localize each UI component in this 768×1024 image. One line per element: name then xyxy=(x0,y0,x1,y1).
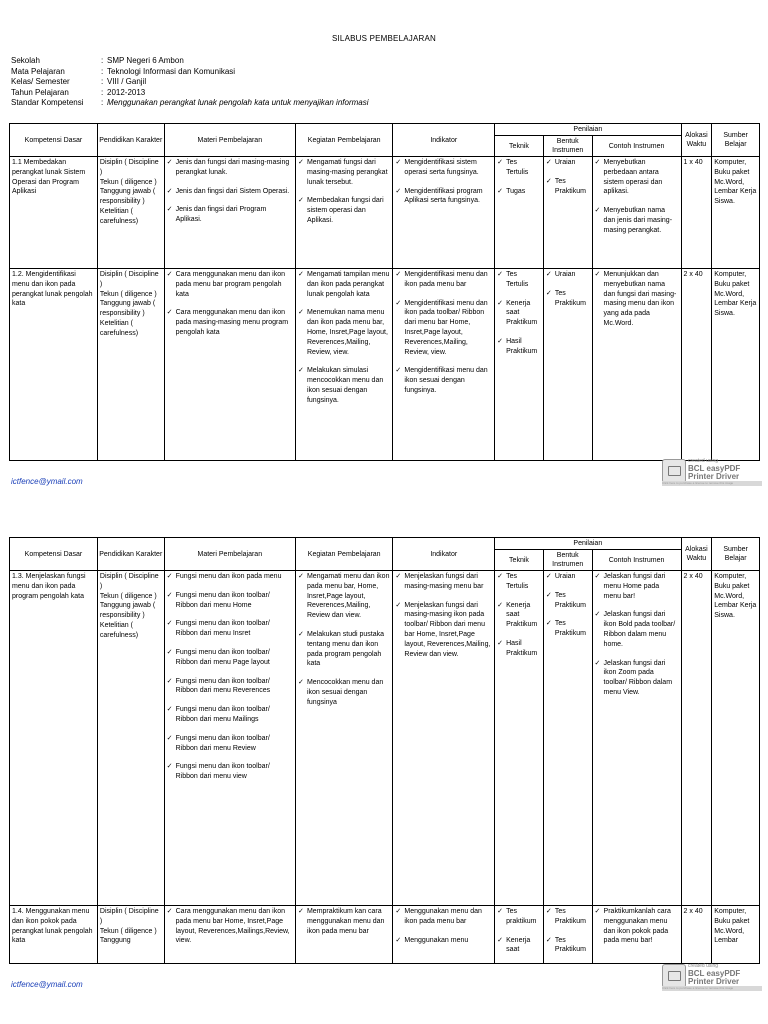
column-alokasi: Alokasi Waktu xyxy=(681,538,712,571)
check-icon: ✓ xyxy=(166,206,173,214)
kegiatan-text: Membedakan fungsi dari sistem operasi dan Aplikasi. xyxy=(306,197,384,224)
bentuk-cell xyxy=(543,571,592,906)
karakter-item: Tanggung xyxy=(99,937,131,945)
contoh-cell xyxy=(592,269,681,461)
sumber-cell: Komputer, Buku paket Mc.Word, Lembar Kerja Siswa. xyxy=(712,571,760,906)
check-icon: ✓ xyxy=(497,601,503,609)
kegiatan-text: Mempraktikum kan cara menggunakan menu dan ikon pada menu bar xyxy=(306,908,385,935)
column-alokasi: Alokasi Waktu xyxy=(681,124,712,157)
column-penilaian: Penilaian xyxy=(495,538,681,550)
teknik-item xyxy=(497,270,541,290)
header-value: Teknologi Informasi dan Komunikasi xyxy=(107,66,236,76)
column-karakter: Pendidikan Karakter xyxy=(97,538,164,571)
check-icon: ✓ xyxy=(545,936,552,944)
kegiatan-cell xyxy=(295,906,392,964)
materi-item xyxy=(167,734,293,754)
kegiatan-item xyxy=(298,678,390,707)
column-bentuk: Bentuk Instrumen xyxy=(543,550,592,571)
bentuk-item xyxy=(546,158,590,168)
watermark-line-4: Click here to purchase a license to remove this image xyxy=(662,986,762,991)
bentuk-item xyxy=(546,936,590,956)
contoh-text: Jelaskan fungsi dari ikon Bold pada toolbar/ Ribbon dalam menu home. xyxy=(603,611,676,648)
column-materi: Materi Pembelajaran xyxy=(164,538,295,571)
teknik-text: Hasil Praktikum xyxy=(506,639,538,657)
kegiatan-item xyxy=(298,158,390,187)
materi-text: Fungsi menu dan ikon toolbar/ Ribbon dari menu Page layout xyxy=(175,648,270,666)
bentuk-cell xyxy=(543,157,592,269)
header-label: Kelas/ Semester xyxy=(11,77,70,87)
kegiatan-text: Mencocokkan menu dan ikon sesuai dengan fungsinya xyxy=(306,679,384,706)
teknik-item xyxy=(497,601,541,630)
check-icon: ✓ xyxy=(297,908,304,915)
teknik-item xyxy=(497,907,541,927)
karakter-item: Disiplin ( Discipline ) xyxy=(99,573,159,590)
watermark-line-1: created using xyxy=(688,963,719,969)
materi-text: Jenis dan fingsi dari Sistem Operasi. xyxy=(175,187,290,195)
check-icon: ✓ xyxy=(545,177,552,185)
check-icon: ✓ xyxy=(395,367,402,375)
kegiatan-item xyxy=(298,907,390,936)
watermark-line-2: BCL easyPDF xyxy=(688,969,741,978)
check-icon: ✓ xyxy=(497,299,503,307)
contoh-text: Menunjukkan dan menyebutkan nama dan fungsi dari masing-masing menu dan ikon yang ada pada Mc.Word. xyxy=(603,271,677,327)
indikator-cell xyxy=(393,906,495,964)
materi-item xyxy=(167,158,293,178)
document-title: SILABUS PEMBELAJARAN xyxy=(331,34,437,43)
materi-text: Fungsi menu dan ikon pada menu xyxy=(175,573,282,580)
pdf-watermark[interactable] xyxy=(662,459,762,487)
contoh-item xyxy=(595,572,679,601)
teknik-text: Tugas xyxy=(506,187,526,195)
kegiatan-item xyxy=(298,630,390,669)
check-icon: ✓ xyxy=(594,271,601,278)
materi-item xyxy=(167,205,293,225)
materi-cell xyxy=(164,571,295,906)
indikator-text: Menjelaskan fungsi dari masing-masing menu bar xyxy=(404,573,484,590)
materi-item xyxy=(167,705,293,725)
contoh-cell xyxy=(592,906,681,964)
contoh-item xyxy=(595,907,679,946)
bentuk-item xyxy=(546,619,590,639)
kegiatan-text: Mengamati fungsi dari masing-masing perangkat lunak tersebut. xyxy=(306,159,388,186)
materi-text: Cara menggunakan menu dan ikon pada menu bar Home, Insret,Page layout, Reverences,Mailings,Review, view. xyxy=(175,908,290,945)
check-icon: ✓ xyxy=(497,159,503,166)
check-icon: ✓ xyxy=(594,573,601,580)
indikator-item xyxy=(395,907,492,927)
karakter-item: Tanggung jawab ( responsibility ) xyxy=(99,300,156,318)
check-icon: ✓ xyxy=(497,337,503,345)
check-icon: ✓ xyxy=(545,271,552,278)
header-label: Tahun Pelajaran xyxy=(11,87,69,97)
watermark-line-2: BCL easyPDF xyxy=(688,464,741,473)
check-icon: ✓ xyxy=(166,648,173,656)
kegiatan-item xyxy=(298,366,390,405)
indikator-item xyxy=(395,572,492,592)
karakter-item: Tanggung jawab ( responsibility ) xyxy=(99,602,156,620)
bentuk-item xyxy=(546,270,590,280)
teknik-text: Kenerja saat xyxy=(506,936,531,954)
column-indikator: Indikator xyxy=(393,124,495,157)
check-icon: ✓ xyxy=(395,601,402,609)
check-icon: ✓ xyxy=(594,207,601,215)
check-icon: ✓ xyxy=(497,187,503,195)
check-icon: ✓ xyxy=(166,159,173,166)
header-label: Standar Kompetensi xyxy=(11,98,84,108)
teknik-text: Tes Tertulis xyxy=(506,573,529,590)
materi-item xyxy=(167,648,293,668)
check-icon: ✓ xyxy=(166,908,173,915)
teknik-text: Tes praktikum xyxy=(506,908,537,925)
table-header-row xyxy=(10,538,760,550)
check-icon: ✓ xyxy=(545,289,552,297)
indikator-text: Mengidentifikasi menu dan ikon pada toolbar/ Ribbon dari menu bar Home, Insret,Page layout, Reverences,Mailing, Review, view. xyxy=(404,299,488,356)
syllabus-header xyxy=(11,56,369,109)
karakter-item: Ketelitian ( carefulness) xyxy=(99,207,139,225)
header-colon: : xyxy=(101,66,104,76)
column-teknik: Teknik xyxy=(495,550,544,571)
karakter-item: Tekun ( diligence ) xyxy=(99,178,157,186)
check-icon: ✓ xyxy=(545,591,552,599)
kegiatan-item xyxy=(298,572,390,621)
column-teknik: Teknik xyxy=(495,136,544,157)
materi-item xyxy=(167,308,293,337)
indikator-item xyxy=(395,158,492,178)
kompetensi-cell: 1.2. Mengidentifikasi menu dan ikon pada perangkat lunak pengolah kata xyxy=(10,269,98,461)
materi-item xyxy=(167,572,293,582)
indikator-text: Mengidentifikasi menu dan ikon pada menu bar xyxy=(404,271,488,288)
bentuk-item xyxy=(546,177,590,197)
materi-text: Jenis dan fingsi dari Program Aplikasi. xyxy=(175,206,267,224)
column-sumber: Sumber Belajar xyxy=(712,538,760,571)
header-row xyxy=(11,67,369,78)
check-icon: ✓ xyxy=(497,908,503,915)
contoh-item xyxy=(595,659,679,698)
kegiatan-cell xyxy=(295,157,392,269)
check-icon: ✓ xyxy=(297,197,304,205)
indikator-text: Menggunakan menu dan ikon pada menu bar xyxy=(404,908,482,925)
alokasi-cell: 2 x 40 xyxy=(681,906,712,964)
check-icon: ✓ xyxy=(297,159,304,166)
check-icon: ✓ xyxy=(166,734,173,742)
header-colon: : xyxy=(101,77,104,87)
column-materi: Materi Pembelajaran xyxy=(164,124,295,157)
header-row xyxy=(11,98,369,109)
kegiatan-text: Melakukan simulasi mencocokkan menu dan ikon sesuai dengan fungsinya. xyxy=(306,367,384,404)
check-icon: ✓ xyxy=(545,573,552,580)
column-contoh: Contoh Instrumen xyxy=(592,136,681,157)
karakter-item: Tanggung jawab ( responsibility ) xyxy=(99,188,156,206)
column-kegiatan: Kegiatan Pembelajaran xyxy=(295,124,392,157)
bentuk-item xyxy=(546,591,590,611)
check-icon: ✓ xyxy=(497,639,503,647)
sumber-cell: Komputer, Buku paket Mc.Word, Lembar Kerja Siswa. xyxy=(712,269,760,461)
karakter-cell xyxy=(97,571,164,906)
printer-icon xyxy=(662,459,686,483)
table-row xyxy=(10,157,760,269)
materi-cell xyxy=(164,906,295,964)
bentuk-text: Tes Praktikum xyxy=(554,289,586,307)
contoh-item xyxy=(595,610,679,649)
bentuk-text: Tes Praktikum xyxy=(554,936,586,954)
teknik-item xyxy=(497,936,541,956)
check-icon: ✓ xyxy=(497,573,503,580)
watermark-line-4: Click here to purchase a license to remove this image xyxy=(662,481,762,486)
table-row xyxy=(10,571,760,906)
sumber-cell: Komputer, Buku paket Mc.Word, Lembar xyxy=(712,906,760,964)
column-sumber: Sumber Belajar xyxy=(712,124,760,157)
indikator-cell xyxy=(393,269,495,461)
check-icon: ✓ xyxy=(297,573,304,580)
teknik-text: Kenerja saat Praktikum xyxy=(506,601,538,629)
materi-item xyxy=(167,187,293,197)
check-icon: ✓ xyxy=(545,620,552,628)
karakter-item: Disiplin ( Discipline ) xyxy=(99,271,159,288)
teknik-text: Hasil Praktikum xyxy=(506,337,538,355)
header-value: 2012-2013 xyxy=(107,87,146,97)
check-icon: ✓ xyxy=(497,271,503,278)
table-header-row xyxy=(10,124,760,136)
indikator-text: Mengidentifikasi program Aplikasi serta fungsinya. xyxy=(404,187,483,205)
materi-text: Fungsi menu dan ikon toolbar/ Ribbon dari menu Home xyxy=(175,591,270,609)
materi-item xyxy=(167,677,293,697)
contoh-text: Menyebutkan perbedaan antara sistem operasi dan aplikasi. xyxy=(603,159,663,196)
bentuk-text: Tes Praktikum xyxy=(554,908,586,925)
header-colon: : xyxy=(101,87,104,97)
header-row xyxy=(11,56,369,67)
kompetensi-cell: 1.3. Menjelaskan fungsi menu dan ikon pada program pengolah kata xyxy=(10,571,98,906)
contoh-text: Menyebutkan nama dan jenis dari masing-masing perangkat. xyxy=(603,207,673,234)
check-icon: ✓ xyxy=(395,187,402,195)
check-icon: ✓ xyxy=(166,187,173,195)
header-value: SMP Negeri 6 Ambon xyxy=(107,56,184,65)
check-icon: ✓ xyxy=(545,159,552,166)
bentuk-item xyxy=(546,572,590,582)
indikator-item xyxy=(395,187,492,207)
check-icon: ✓ xyxy=(166,706,173,714)
watermark-line-3: Printer Driver xyxy=(688,977,740,986)
teknik-item xyxy=(497,337,541,357)
kompetensi-cell: 1.4. Menggunakan menu dan ikon pokok pada perangkat lunak pengolah kata xyxy=(10,906,98,964)
teknik-text: Tes Tertulis xyxy=(506,159,529,176)
karakter-item: Disiplin ( Discipline ) xyxy=(99,908,159,925)
indikator-cell xyxy=(393,571,495,906)
bentuk-item xyxy=(546,289,590,309)
kompetensi-cell: 1.1 Membedakan perangkat lunak Sistem Operasi dan Program Aplikasi xyxy=(10,157,98,269)
materi-cell xyxy=(164,157,295,269)
materi-text: Fungsi menu dan ikon toolbar/ Ribbon dari menu Reverences xyxy=(175,677,271,695)
bentuk-text: Uraian xyxy=(554,159,576,166)
check-icon: ✓ xyxy=(297,630,304,638)
karakter-cell xyxy=(97,906,164,964)
header-colon: : xyxy=(101,98,104,108)
kegiatan-cell xyxy=(295,571,392,906)
column-kegiatan: Kegiatan Pembelajaran xyxy=(295,538,392,571)
materi-item xyxy=(167,591,293,611)
contoh-item xyxy=(595,158,679,197)
column-bentuk: Bentuk Instrumen xyxy=(543,136,592,157)
karakter-item: Ketelitian ( carefulness) xyxy=(99,319,139,337)
header-row xyxy=(11,88,369,99)
bentuk-cell xyxy=(543,269,592,461)
karakter-item: Tekun ( diligence ) xyxy=(99,592,157,600)
header-label: Mata Pelajaran xyxy=(11,66,65,76)
kegiatan-item xyxy=(298,308,390,357)
teknik-text: Kenerja saat Praktikum xyxy=(506,299,538,327)
bentuk-text: Tes Praktikum xyxy=(554,620,586,638)
alokasi-cell: 2 x 40 xyxy=(681,571,712,906)
teknik-cell xyxy=(495,157,544,269)
kegiatan-text: Mengamati menu dan ikon pada menu bar, Home, Insret,Page layout, Reverences,Mailing, Review dan view. xyxy=(306,573,390,620)
indikator-text: Menggunakan menu xyxy=(404,936,469,944)
alokasi-cell: 2 x 40 xyxy=(681,269,712,461)
check-icon: ✓ xyxy=(594,908,601,915)
contoh-text: Praktikumkanlah cara menggunakan menu dan ikon pokok pada pada menu bar! xyxy=(603,908,671,945)
teknik-item xyxy=(497,299,541,328)
karakter-item: Disiplin ( Discipline ) xyxy=(99,159,159,176)
check-icon: ✓ xyxy=(166,591,173,599)
footer-email-link-2[interactable]: ictfence@ymail.com xyxy=(11,980,83,989)
contoh-text: Jelaskan fungsi dari ikon Zoom pada toolbar/ Ribbon dalam menu View. xyxy=(603,659,673,696)
bentuk-item xyxy=(546,907,590,927)
materi-item xyxy=(167,270,293,299)
materi-text: Cara menggunakan menu dan ikon pada menu bar program pengolah kata xyxy=(175,271,285,298)
check-icon: ✓ xyxy=(497,936,503,944)
indikator-text: Mengidentifikasi menu dan ikon sesuai dengan fungsinya. xyxy=(404,367,488,394)
teknik-item xyxy=(497,572,541,592)
teknik-text: Tes Tertulis xyxy=(506,271,529,288)
indikator-item xyxy=(395,366,492,395)
materi-cell xyxy=(164,269,295,461)
karakter-item: Ketelitian ( carefulness) xyxy=(99,621,139,639)
syllabus-table-page-2 xyxy=(9,537,760,964)
check-icon: ✓ xyxy=(395,159,402,166)
check-icon: ✓ xyxy=(395,908,402,915)
materi-text: Fungsi menu dan ikon toolbar/ Ribbon dari menu Mailings xyxy=(175,706,270,723)
teknik-item xyxy=(497,187,541,197)
column-penilaian: Penilaian xyxy=(495,124,681,136)
table-row xyxy=(10,906,760,964)
check-icon: ✓ xyxy=(545,908,552,915)
kegiatan-text: Mengamati tampilan menu dan ikon pada perangkat lunak pengolah kata xyxy=(306,271,390,298)
header-value: VIII / Ganjil xyxy=(107,77,147,87)
kegiatan-text: Melakukan studi pustaka tentang menu dan ikon pada program pengolah kata xyxy=(306,630,385,668)
check-icon: ✓ xyxy=(395,299,402,307)
check-icon: ✓ xyxy=(395,271,402,278)
header-row xyxy=(11,77,369,88)
header-label: Sekolah xyxy=(11,56,40,65)
indikator-item xyxy=(395,299,492,358)
indikator-item xyxy=(395,270,492,290)
contoh-item xyxy=(595,270,679,329)
materi-text: Jenis dan fungsi dari masing-masing perangkat lunak. xyxy=(175,159,290,176)
check-icon: ✓ xyxy=(166,573,173,580)
indikator-text: Menjelaskan fungsi dari masing-masing ikon pada toolbar/ Ribbon dari menu bar Home, Insret,Page layout, Reverences,Mailing, Review dan view. xyxy=(404,601,491,658)
footer-email-link[interactable]: ictfence@ymail.com xyxy=(11,477,83,486)
header-colon: : xyxy=(101,56,104,65)
check-icon: ✓ xyxy=(594,659,601,667)
check-icon: ✓ xyxy=(166,763,173,771)
watermark-line-1: created using xyxy=(688,458,719,464)
karakter-cell xyxy=(97,157,164,269)
contoh-item xyxy=(595,206,679,235)
check-icon: ✓ xyxy=(594,611,601,619)
teknik-item xyxy=(497,639,541,659)
pdf-watermark-2[interactable] xyxy=(662,964,762,992)
teknik-cell xyxy=(495,906,544,964)
column-kompetensi: Kompetensi Dasar xyxy=(10,538,98,571)
karakter-item: Tekun ( diligence ) xyxy=(99,290,157,298)
check-icon: ✓ xyxy=(395,573,402,580)
kegiatan-item xyxy=(298,196,390,225)
bentuk-text: Tes Praktikum xyxy=(554,591,586,609)
kegiatan-text: Menemukan nama menu dan ikon pada menu bar, Home, Insret,Page layout, Reverences,Mailing, Review, view. xyxy=(306,309,388,356)
check-icon: ✓ xyxy=(297,367,304,375)
materi-item xyxy=(167,762,293,782)
check-icon: ✓ xyxy=(297,271,304,278)
bentuk-text: Uraian xyxy=(554,573,576,580)
materi-item xyxy=(167,907,293,946)
check-icon: ✓ xyxy=(395,936,402,944)
materi-text: Fungsi menu dan ikon toolbar/ Ribbon dari menu Insret xyxy=(175,620,270,638)
teknik-item xyxy=(497,158,541,178)
indikator-text: Mengidentifikasi sistem operasi serta fungsinya. xyxy=(404,159,479,176)
check-icon: ✓ xyxy=(297,309,304,317)
column-karakter: Pendidikan Karakter xyxy=(97,124,164,157)
alokasi-cell: 1 x 40 xyxy=(681,157,712,269)
check-icon: ✓ xyxy=(166,677,173,685)
teknik-cell xyxy=(495,571,544,906)
header-value: Menggunakan perangkat lunak pengolah kata untuk menyajikan informasi xyxy=(107,98,369,108)
column-kompetensi: Kompetensi Dasar xyxy=(10,124,98,157)
check-icon: ✓ xyxy=(166,620,173,628)
check-icon: ✓ xyxy=(166,309,173,317)
indikator-item xyxy=(395,936,492,946)
bentuk-cell xyxy=(543,906,592,964)
materi-text: Fungsi menu dan ikon toolbar/ Ribbon dari menu Review xyxy=(175,734,270,752)
bentuk-text: Tes Praktikum xyxy=(554,177,586,195)
materi-text: Fungsi menu dan ikon toolbar/ Ribbon dari menu view xyxy=(175,763,270,781)
contoh-cell xyxy=(592,157,681,269)
materi-item xyxy=(167,619,293,639)
kegiatan-cell xyxy=(295,269,392,461)
sumber-cell: Komputer, Buku paket Mc.Word, Lembar Kerja Siswa. xyxy=(712,157,760,269)
karakter-cell xyxy=(97,269,164,461)
check-icon: ✓ xyxy=(297,679,304,687)
kegiatan-item xyxy=(298,270,390,299)
syllabus-table-page-1 xyxy=(9,123,760,461)
column-contoh: Contoh Instrumen xyxy=(592,550,681,571)
contoh-cell xyxy=(592,571,681,906)
materi-text: Cara menggunakan menu dan ikon pada masing-masing menu program pengolah kata xyxy=(175,309,289,336)
check-icon: ✓ xyxy=(166,271,173,278)
bentuk-text: Uraian xyxy=(554,271,576,278)
contoh-text: Jelaskan fungsi dari menu Home pada menu bar! xyxy=(603,573,666,600)
indikator-item xyxy=(395,601,492,660)
teknik-cell xyxy=(495,269,544,461)
indikator-cell xyxy=(393,157,495,269)
printer-icon xyxy=(662,964,686,988)
column-indikator: Indikator xyxy=(393,538,495,571)
table-row xyxy=(10,269,760,461)
check-icon: ✓ xyxy=(594,159,601,166)
karakter-item: Tekun ( diligence ) xyxy=(99,927,157,935)
watermark-line-3: Printer Driver xyxy=(688,472,740,481)
